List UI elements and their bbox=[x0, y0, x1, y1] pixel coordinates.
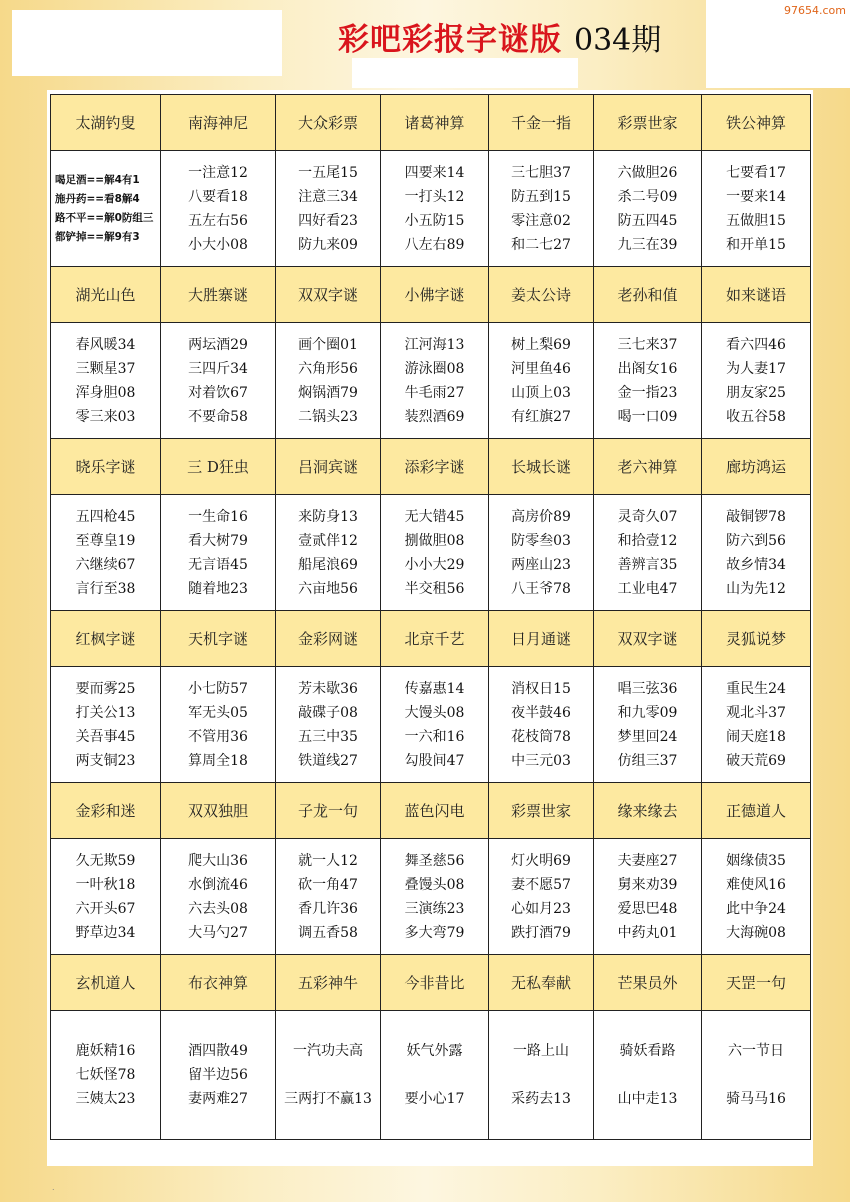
riddle-line: 军无头05 bbox=[188, 704, 248, 721]
riddle-line: 游泳圈08 bbox=[404, 360, 465, 377]
riddle-line: 五左右56 bbox=[188, 212, 248, 229]
column-header: 晓乐字谜 bbox=[51, 439, 161, 495]
riddle-cell bbox=[161, 667, 276, 783]
riddle-line: 三两打不赢13 bbox=[284, 1091, 372, 1107]
riddle-line: 三姨太23 bbox=[75, 1091, 136, 1107]
riddle-cell bbox=[594, 151, 702, 267]
riddle-line: 仿组三37 bbox=[617, 752, 678, 769]
riddle-line: 焖锅酒79 bbox=[298, 384, 358, 401]
riddle-line: 大馒头08 bbox=[404, 704, 465, 721]
riddle-cell bbox=[161, 1011, 276, 1140]
riddle-line: 调五香58 bbox=[298, 924, 358, 941]
riddle-line: 有红旗27 bbox=[511, 408, 571, 425]
riddle-line: 一汽功夫高 bbox=[293, 1043, 363, 1059]
column-header: 长城长谜 bbox=[489, 439, 594, 495]
riddle-line: 闹天庭18 bbox=[726, 728, 786, 745]
riddle-cell bbox=[51, 495, 161, 611]
title-main: 彩吧彩报字谜版 bbox=[338, 22, 562, 58]
riddle-line: 山中走13 bbox=[617, 1091, 678, 1107]
column-header: 千金一指 bbox=[489, 95, 594, 151]
riddle-line: 七妖怪78 bbox=[75, 1067, 136, 1083]
riddle-cell bbox=[161, 323, 276, 439]
column-header: 蓝色闪电 bbox=[381, 783, 489, 839]
riddle-line: 六开头67 bbox=[75, 900, 136, 917]
riddle-line: 一打头12 bbox=[404, 188, 465, 205]
riddle-cell bbox=[702, 1011, 811, 1140]
riddle-line: 妻两难27 bbox=[188, 1091, 248, 1107]
riddle-cell bbox=[161, 839, 276, 955]
riddle-line: 六做胆26 bbox=[617, 164, 678, 181]
riddle-line: 六一节日 bbox=[728, 1043, 784, 1059]
riddle-line: 舅来劝39 bbox=[617, 876, 678, 893]
column-header: 日月通谜 bbox=[489, 611, 594, 667]
riddle-line: 不要命58 bbox=[188, 408, 248, 425]
riddle-line: 无言语45 bbox=[188, 556, 248, 573]
riddle-line: 对着饮67 bbox=[188, 384, 248, 401]
column-header: 子龙一句 bbox=[276, 783, 381, 839]
riddle-line: 多大弯79 bbox=[404, 924, 465, 941]
column-header: 北京千艺 bbox=[381, 611, 489, 667]
riddle-line: 高房价89 bbox=[511, 508, 571, 525]
riddle-line: 梦里回24 bbox=[617, 728, 678, 745]
riddle-line: 心如月23 bbox=[511, 900, 571, 917]
column-header: 缘来缘去 bbox=[594, 783, 702, 839]
header-row bbox=[51, 267, 811, 323]
riddle-cell bbox=[276, 839, 381, 955]
riddle-line: 和拾壹12 bbox=[617, 532, 678, 549]
content-row bbox=[51, 495, 811, 611]
riddle-line: 关吾事45 bbox=[75, 728, 136, 745]
riddle-line: 九三在39 bbox=[617, 236, 678, 253]
riddle-line: 消权日15 bbox=[511, 680, 571, 697]
riddle-line: 中药丸01 bbox=[617, 924, 678, 941]
riddle-line: 重民生24 bbox=[726, 680, 786, 697]
riddle-cell bbox=[702, 323, 811, 439]
riddle-line: 小小大29 bbox=[404, 556, 465, 573]
riddle-line: 敲碟子08 bbox=[298, 704, 358, 721]
column-header: 灵狐说梦 bbox=[702, 611, 811, 667]
riddle-line: 酒四散49 bbox=[188, 1043, 248, 1059]
riddle-line: 爬大山36 bbox=[188, 852, 248, 869]
riddle-line: 八王爷78 bbox=[511, 580, 571, 597]
riddle-line: 芳未歇36 bbox=[298, 680, 358, 697]
riddle-line: 一生命16 bbox=[188, 508, 248, 525]
riddle-line: 施丹药==看8解4 bbox=[55, 192, 140, 205]
riddle-line: 破天荒69 bbox=[726, 752, 786, 769]
riddle-line: 山顶上03 bbox=[511, 384, 571, 401]
riddle-line: 都铲掉==解9有3 bbox=[55, 230, 140, 243]
riddle-line: 六继续67 bbox=[75, 556, 136, 573]
riddle-line: 看六四46 bbox=[726, 336, 786, 353]
riddle-line: 妖气外露 bbox=[406, 1043, 463, 1059]
header-row bbox=[51, 955, 811, 1011]
riddle-line: 勾股间47 bbox=[404, 752, 465, 769]
riddle-line: 工业电47 bbox=[617, 580, 678, 597]
riddle-cell bbox=[51, 667, 161, 783]
riddle-line: 鹿妖精16 bbox=[75, 1043, 136, 1059]
content-row bbox=[51, 839, 811, 955]
riddle-line: 江河海13 bbox=[404, 336, 465, 353]
riddle-line: 传嘉惠14 bbox=[404, 680, 465, 697]
riddle-line: 四好看23 bbox=[298, 212, 358, 229]
riddle-line: 和九零09 bbox=[617, 704, 678, 721]
footer-mark: . bbox=[52, 1183, 55, 1192]
column-header: 大胜寨谜 bbox=[161, 267, 276, 323]
riddle-line: 三七胆37 bbox=[511, 164, 571, 181]
riddle-line: 一叶秋18 bbox=[75, 876, 136, 893]
riddle-line: 三颗星37 bbox=[75, 360, 136, 377]
column-header: 红枫字谜 bbox=[51, 611, 161, 667]
riddle-line: 树上梨69 bbox=[511, 336, 571, 353]
column-header: 彩票世家 bbox=[489, 783, 594, 839]
column-header: 老六神算 bbox=[594, 439, 702, 495]
riddle-line: 观北斗37 bbox=[726, 704, 786, 721]
column-header: 小佛字谜 bbox=[381, 267, 489, 323]
riddle-line: 七要看17 bbox=[726, 164, 786, 181]
column-header: 金彩网谜 bbox=[276, 611, 381, 667]
riddle-line: 叠馒头08 bbox=[404, 876, 465, 893]
riddle-cell bbox=[489, 839, 594, 955]
riddle-line: 要小心17 bbox=[404, 1091, 465, 1107]
riddle-cell bbox=[276, 667, 381, 783]
riddle-line: 山为先12 bbox=[726, 580, 786, 597]
riddle-line: 春风暖34 bbox=[75, 336, 136, 353]
riddle-line: 大海碗08 bbox=[726, 924, 786, 941]
riddle-line: 出阁女16 bbox=[617, 360, 678, 377]
riddle-line: 三四斤34 bbox=[188, 360, 248, 377]
riddle-line: 不管用36 bbox=[188, 728, 248, 745]
riddle-cell bbox=[489, 151, 594, 267]
riddle-line bbox=[594, 1063, 701, 1087]
riddle-line: 爱思巴48 bbox=[617, 900, 678, 917]
riddle-line: 此中争24 bbox=[726, 900, 786, 917]
page-title bbox=[338, 14, 662, 58]
riddle-line: 装烈酒69 bbox=[404, 408, 465, 425]
riddle-line: 留半边56 bbox=[188, 1067, 248, 1083]
riddle-line: 中三元03 bbox=[511, 752, 571, 769]
column-header: 无私奉献 bbox=[489, 955, 594, 1011]
riddle-line: 注意三34 bbox=[298, 188, 358, 205]
riddle-line: 三七来37 bbox=[617, 336, 678, 353]
riddle-line: 花枝筒78 bbox=[511, 728, 571, 745]
riddle-line: 船尾浪69 bbox=[298, 556, 358, 573]
riddle-cell bbox=[276, 323, 381, 439]
column-header: 老孙和值 bbox=[594, 267, 702, 323]
riddle-line: 善辨言35 bbox=[617, 556, 678, 573]
riddle-line: 打关公13 bbox=[75, 704, 136, 721]
riddle-cell bbox=[594, 495, 702, 611]
riddle-line: 香几许36 bbox=[298, 900, 358, 917]
riddle-line: 防六到56 bbox=[726, 532, 786, 549]
riddle-line: 难使风16 bbox=[726, 876, 786, 893]
riddle-cell bbox=[702, 495, 811, 611]
column-header: 玄机道人 bbox=[51, 955, 161, 1011]
white-patch-center bbox=[352, 58, 578, 88]
riddle-line: 防五到15 bbox=[511, 188, 571, 205]
column-header: 廊坊鸿运 bbox=[702, 439, 811, 495]
riddle-line: 就一人12 bbox=[298, 852, 358, 869]
column-header: 添彩字谜 bbox=[381, 439, 489, 495]
riddle-line: 两座山23 bbox=[511, 556, 571, 573]
column-header: 金彩和迷 bbox=[51, 783, 161, 839]
riddle-cell bbox=[381, 667, 489, 783]
riddle-line: 二锅头23 bbox=[298, 408, 358, 425]
riddle-line: 来防身13 bbox=[298, 508, 358, 525]
riddle-line: 铁道线27 bbox=[298, 752, 358, 769]
riddle-line: 半交租56 bbox=[404, 580, 465, 597]
column-header: 南海神尼 bbox=[161, 95, 276, 151]
column-header: 湖光山色 bbox=[51, 267, 161, 323]
riddle-line: 敲铜锣78 bbox=[726, 508, 786, 525]
riddle-line: 八左右89 bbox=[404, 236, 465, 253]
riddle-line bbox=[276, 1063, 380, 1087]
riddle-line: 和开单15 bbox=[726, 236, 786, 253]
riddle-line: 两坛酒29 bbox=[188, 336, 248, 353]
riddle-line: 画个圈01 bbox=[298, 336, 358, 353]
riddle-line: 骑妖看路 bbox=[619, 1043, 676, 1059]
riddle-cell bbox=[381, 323, 489, 439]
riddle-cell bbox=[594, 1011, 702, 1140]
column-header: 双双字谜 bbox=[594, 611, 702, 667]
riddle-line: 路不平==解0防组三 bbox=[55, 211, 154, 224]
riddle-cell bbox=[702, 839, 811, 955]
riddle-cell bbox=[489, 1011, 594, 1140]
riddle-line: 看大树79 bbox=[188, 532, 248, 549]
riddle-line: 要而雾25 bbox=[75, 680, 136, 697]
riddle-line: 六去头08 bbox=[188, 900, 248, 917]
riddle-cell bbox=[381, 1011, 489, 1140]
white-patch-left bbox=[12, 10, 282, 76]
content-row bbox=[51, 667, 811, 783]
column-header: 三 D狂虫 bbox=[161, 439, 276, 495]
riddle-line: 捌做胆08 bbox=[404, 532, 465, 549]
column-header: 今非昔比 bbox=[381, 955, 489, 1011]
riddle-line: 一注意12 bbox=[188, 164, 248, 181]
riddle-cell bbox=[381, 839, 489, 955]
riddle-cell bbox=[161, 151, 276, 267]
riddle-cell bbox=[51, 839, 161, 955]
column-header: 天机字谜 bbox=[161, 611, 276, 667]
riddle-line: 砍一角47 bbox=[298, 876, 358, 893]
riddle-line: 朋友家25 bbox=[726, 384, 786, 401]
riddle-line bbox=[489, 1063, 593, 1087]
title-issue: 034期 bbox=[574, 23, 662, 58]
riddle-line: 为人妻17 bbox=[726, 360, 786, 377]
riddle-line: 三演练23 bbox=[404, 900, 465, 917]
riddle-cell bbox=[489, 667, 594, 783]
riddle-line: 牛毛雨27 bbox=[404, 384, 465, 401]
column-header: 双双独胆 bbox=[161, 783, 276, 839]
riddle-line bbox=[381, 1063, 488, 1087]
riddle-cell bbox=[276, 495, 381, 611]
header-row bbox=[51, 783, 811, 839]
riddle-line: 五四枪45 bbox=[75, 508, 136, 525]
riddle-line: 一五尾15 bbox=[298, 164, 358, 181]
riddle-cell bbox=[702, 151, 811, 267]
riddle-line: 一路上山 bbox=[513, 1043, 569, 1059]
riddle-line: 水倒流46 bbox=[188, 876, 248, 893]
riddle-line: 壹贰伴12 bbox=[298, 532, 358, 549]
column-header: 诸葛神算 bbox=[381, 95, 489, 151]
riddle-line: 舞圣慈56 bbox=[404, 852, 465, 869]
riddle-line: 采药去13 bbox=[511, 1091, 571, 1107]
riddle-cell bbox=[594, 839, 702, 955]
column-header: 双双字谜 bbox=[276, 267, 381, 323]
riddle-line: 小大小08 bbox=[188, 236, 248, 253]
header-row bbox=[51, 439, 811, 495]
riddle-cell bbox=[51, 1011, 161, 1140]
riddle-line: 四要来14 bbox=[404, 164, 465, 181]
column-header: 芒果员外 bbox=[594, 955, 702, 1011]
content-row bbox=[51, 1011, 811, 1140]
riddle-cell bbox=[381, 151, 489, 267]
column-header: 姜太公诗 bbox=[489, 267, 594, 323]
riddle-line: 灯火明69 bbox=[511, 852, 571, 869]
riddle-line: 大马勺27 bbox=[188, 924, 248, 941]
hint-cell bbox=[51, 151, 161, 267]
riddle-line: 野草边34 bbox=[75, 924, 136, 941]
riddle-cell bbox=[161, 495, 276, 611]
riddle-line: 防九来09 bbox=[298, 236, 358, 253]
header-row bbox=[51, 611, 811, 667]
riddle-line: 夫妻座27 bbox=[617, 852, 678, 869]
riddle-line: 五做胆15 bbox=[726, 212, 786, 229]
column-header: 正德道人 bbox=[702, 783, 811, 839]
riddle-line: 言行至38 bbox=[75, 580, 136, 597]
riddle-line: 骑马马16 bbox=[726, 1091, 786, 1107]
content-row bbox=[51, 151, 811, 267]
riddle-cell bbox=[702, 667, 811, 783]
riddle-table bbox=[50, 94, 811, 1140]
column-header: 如来谜语 bbox=[702, 267, 811, 323]
riddle-line: 故乡情34 bbox=[726, 556, 786, 573]
riddle-line: 一六和16 bbox=[404, 728, 465, 745]
riddle-line: 姻缘债35 bbox=[726, 852, 786, 869]
riddle-line: 妻不愿57 bbox=[511, 876, 571, 893]
riddle-line: 小五防15 bbox=[404, 212, 465, 229]
column-header: 吕洞宾谜 bbox=[276, 439, 381, 495]
riddle-line: 收五谷58 bbox=[726, 408, 786, 425]
riddle-line: 喝一口09 bbox=[617, 408, 678, 425]
riddle-line: 河里鱼46 bbox=[511, 360, 571, 377]
riddle-line: 浑身胆08 bbox=[75, 384, 136, 401]
riddle-line: 喝足酒==解4有1 bbox=[55, 173, 140, 186]
content-row bbox=[51, 323, 811, 439]
riddle-line: 防五四45 bbox=[617, 212, 678, 229]
header-row bbox=[51, 95, 811, 151]
riddle-cell bbox=[381, 495, 489, 611]
riddle-line: 零注意02 bbox=[511, 212, 571, 229]
riddle-line: 算周全18 bbox=[188, 752, 248, 769]
riddle-line: 一要来14 bbox=[726, 188, 786, 205]
column-header: 五彩神牛 bbox=[276, 955, 381, 1011]
column-header: 太湖钓叟 bbox=[51, 95, 161, 151]
riddle-line: 五三中35 bbox=[298, 728, 358, 745]
column-header: 彩票世家 bbox=[594, 95, 702, 151]
column-header: 天罡一句 bbox=[702, 955, 811, 1011]
riddle-line: 六亩地56 bbox=[298, 580, 358, 597]
column-header: 大众彩票 bbox=[276, 95, 381, 151]
riddle-line: 零三来03 bbox=[75, 408, 136, 425]
riddle-line: 至尊皇19 bbox=[75, 532, 136, 549]
riddle-line: 唱三弦36 bbox=[617, 680, 678, 697]
riddle-cell bbox=[594, 667, 702, 783]
riddle-line: 两支铜23 bbox=[75, 752, 136, 769]
riddle-cell bbox=[51, 323, 161, 439]
riddle-line: 小七防57 bbox=[188, 680, 248, 697]
column-header: 铁公神算 bbox=[702, 95, 811, 151]
riddle-line: 和二七27 bbox=[511, 236, 571, 253]
riddle-cell bbox=[489, 495, 594, 611]
riddle-line: 跌打酒79 bbox=[511, 924, 571, 941]
riddle-cell bbox=[276, 1011, 381, 1140]
riddle-line: 六角形56 bbox=[298, 360, 358, 377]
riddle-cell bbox=[276, 151, 381, 267]
riddle-line bbox=[702, 1063, 810, 1087]
riddle-line: 防零叁03 bbox=[511, 532, 571, 549]
riddle-line: 久无欺59 bbox=[75, 852, 136, 869]
riddle-cell bbox=[489, 323, 594, 439]
watermark: 97654.com bbox=[784, 4, 846, 17]
riddle-line: 夜半鼓46 bbox=[511, 704, 571, 721]
riddle-cell bbox=[594, 323, 702, 439]
riddle-line: 八要看18 bbox=[188, 188, 248, 205]
riddle-line: 随着地23 bbox=[188, 580, 248, 597]
riddle-line: 杀二号09 bbox=[617, 188, 678, 205]
riddle-line: 灵奇久07 bbox=[617, 508, 678, 525]
riddle-line: 金一指23 bbox=[617, 384, 678, 401]
column-header: 布衣神算 bbox=[161, 955, 276, 1011]
riddle-line: 无大错45 bbox=[404, 508, 465, 525]
